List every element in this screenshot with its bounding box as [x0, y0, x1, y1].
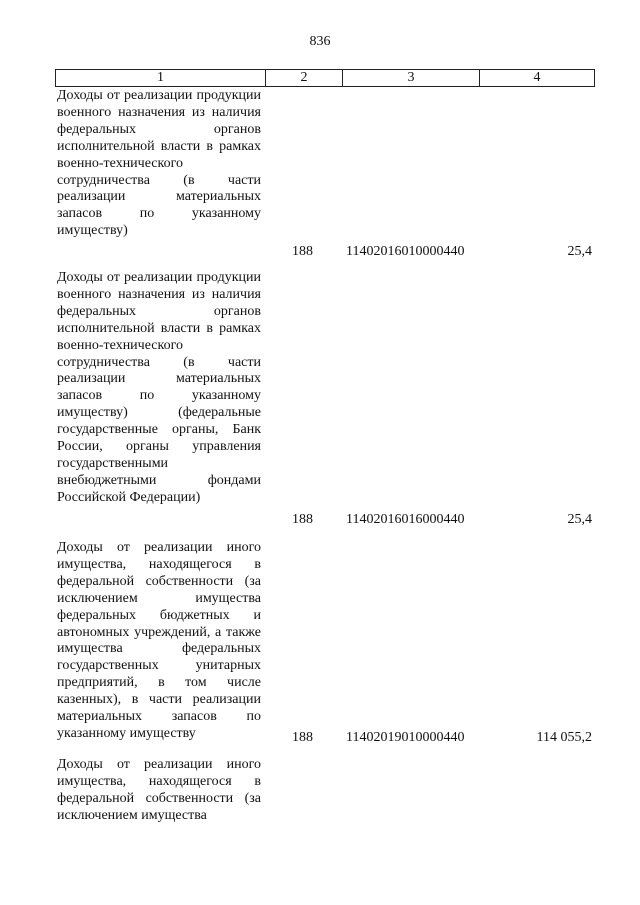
header-col-3: 3: [343, 70, 480, 86]
table-header: [55, 69, 595, 87]
row-budget-code: 11402016016000440: [346, 512, 465, 527]
row-admin-code: 188: [292, 730, 313, 745]
row-amount: 25,4: [567, 244, 592, 259]
header-col-1: 1: [56, 70, 266, 86]
header-col-2: 2: [266, 70, 343, 86]
row-description: Доходы от реализации продукции военного назначения из наличия федеральных органов исполнительной власти в рамках военно-технического сотрудничества (в части реализации материальных запасов по указанному имуществу): [57, 88, 261, 239]
row-admin-code: 188: [292, 244, 313, 259]
row-amount: 25,4: [567, 512, 592, 527]
row-admin-code: 188: [292, 512, 313, 527]
row-amount: 114 055,2: [536, 730, 592, 745]
row-budget-code: 11402016010000440: [346, 244, 465, 259]
row-description: Доходы от реализации иного имущества, находящегося в федеральной собственности (за исключением имущества: [57, 757, 261, 823]
page-number: 836: [309, 34, 331, 49]
row-description: Доходы от реализации иного имущества, находящегося в федеральной собственности (за исключением имущества федеральных бюджетных и автономных учреждений, а также имущества федеральных государственных унитарных предприятий, в том числе казенных), в части реализации материальных запасов по указанному имуществу: [57, 540, 261, 741]
header-col-4: 4: [533, 70, 541, 85]
row-budget-code: 11402019010000440: [346, 730, 465, 745]
row-description: Доходы от реализации продукции военного назначения из наличия федеральных органов исполнительной власти в рамках военно-технического сотрудничества (в части реализации материальных запасов по указанному имуществу) (федеральные государственные органы, Банк России, органы управления государственными внебюджетными фондами Российской Федерации): [57, 270, 261, 505]
